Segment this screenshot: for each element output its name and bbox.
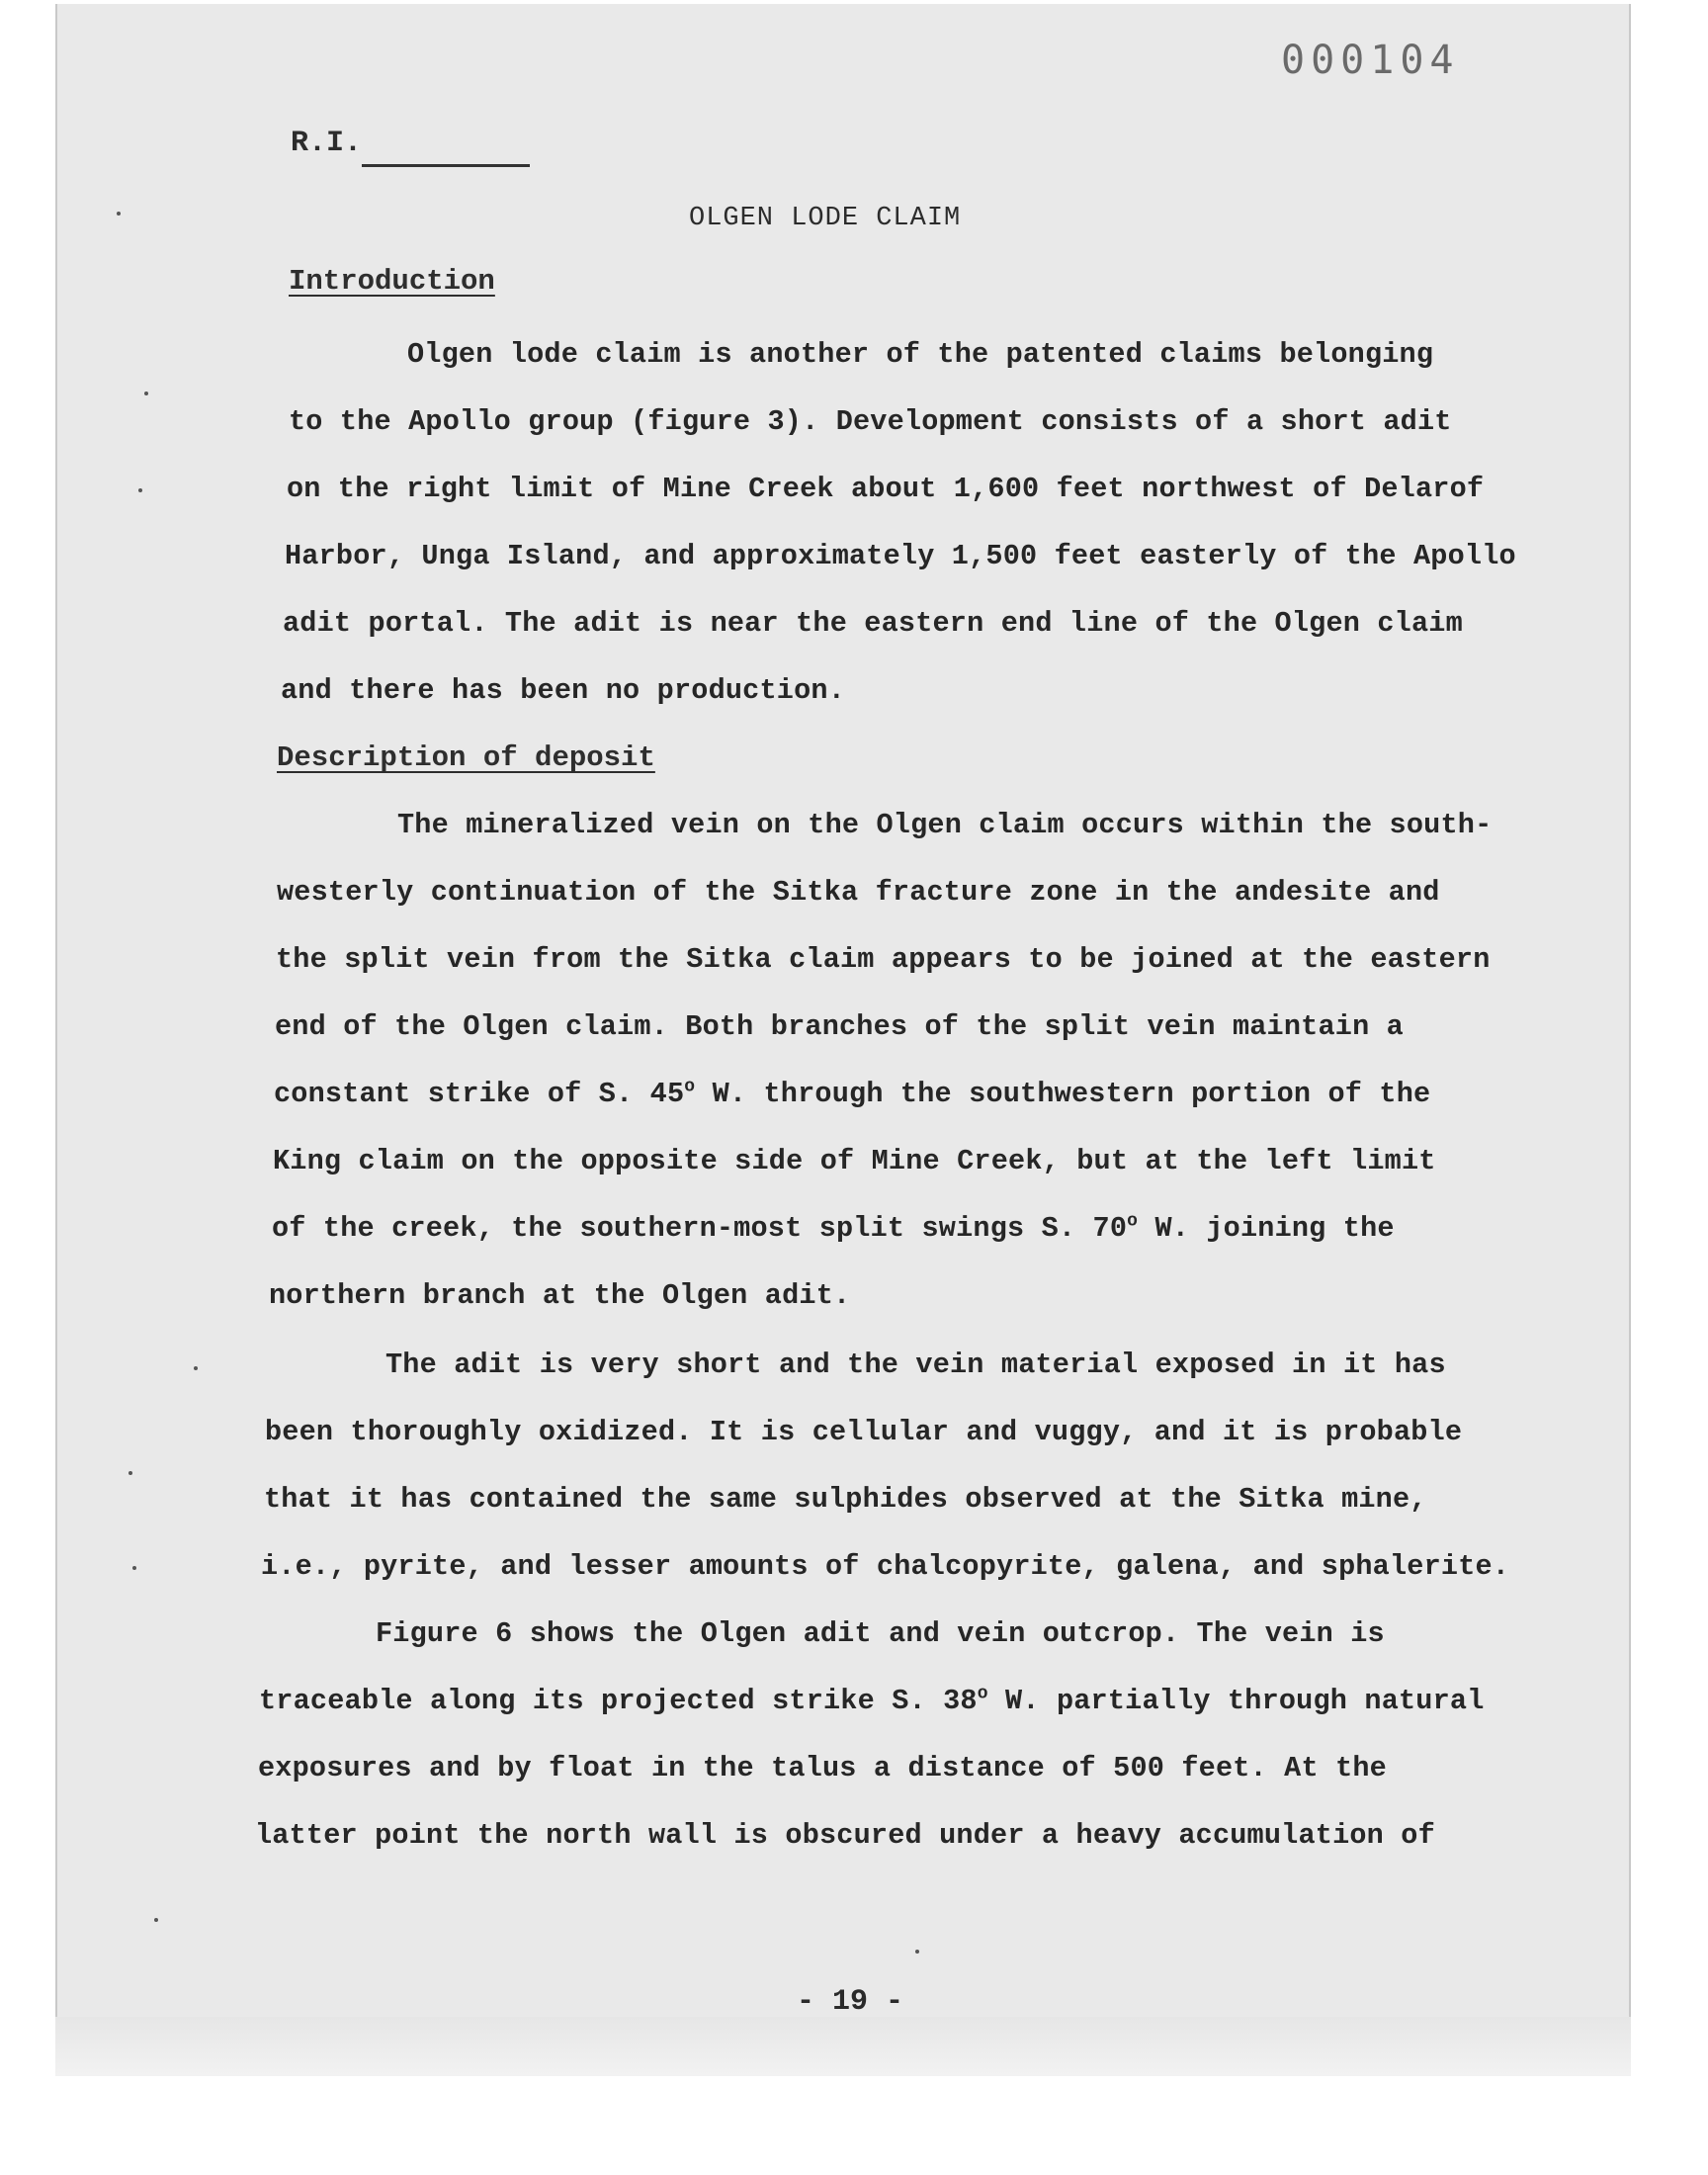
desc-line-14-tail: W. partially through natural bbox=[987, 1685, 1485, 1717]
desc-line-8: northern branch at the Olgen adit. bbox=[269, 1279, 851, 1312]
intro-line-5: adit portal. The adit is near the eastern end line of the Olgen claim bbox=[283, 607, 1463, 640]
desc-line-9: The adit is very short and the vein material exposed in it has bbox=[385, 1348, 1446, 1381]
description-heading: Description of deposit bbox=[277, 741, 655, 774]
desc-line-6: King claim on the opposite side of Mine Creek, but at the left limit bbox=[273, 1145, 1436, 1177]
desc-line-7 bbox=[272, 1212, 1395, 1245]
ri-label: R.I. bbox=[291, 127, 363, 160]
desc-line-10: been thoroughly oxidized. It is cellular and vuggy, and it is probable bbox=[265, 1416, 1463, 1448]
desc-line-2: westerly continuation of the Sitka fracture zone in the andesite and bbox=[277, 876, 1440, 909]
intro-line-1: Olgen lode claim is another of the patented claims belonging bbox=[407, 338, 1434, 371]
scan-speck bbox=[144, 392, 148, 395]
scan-speck bbox=[194, 1366, 198, 1370]
desc-line-7-tail: W. joining the bbox=[1138, 1212, 1395, 1245]
degree-symbol: o bbox=[977, 1684, 988, 1704]
intro-line-3: on the right limit of Mine Creek about 1,600 feet northwest of Delarof bbox=[287, 473, 1485, 505]
desc-line-7-text: of the creek, the southern-most split swings S. 70 bbox=[272, 1212, 1128, 1245]
degree-symbol: o bbox=[684, 1077, 696, 1097]
desc-line-16: latter point the north wall is obscured under a heavy accumulation of bbox=[255, 1819, 1435, 1852]
introduction-heading: Introduction bbox=[289, 265, 495, 298]
scan-speck bbox=[132, 1566, 136, 1570]
desc-line-12: i.e., pyrite, and lesser amounts of chalcopyrite, galena, and sphalerite. bbox=[261, 1550, 1510, 1583]
archive-stamp-number: 000104 bbox=[1281, 38, 1460, 83]
page-number: - 19 - bbox=[797, 1985, 904, 2019]
intro-line-6: and there has been no production. bbox=[281, 674, 845, 707]
scan-speck bbox=[154, 1918, 158, 1922]
desc-line-5 bbox=[274, 1078, 1430, 1110]
desc-line-5-tail: W. through the southwestern portion of the bbox=[695, 1078, 1431, 1110]
desc-line-11: that it has contained the same sulphides observed at the Sitka mine, bbox=[264, 1483, 1427, 1516]
desc-line-15: exposures and by float in the talus a distance of 500 feet. At the bbox=[258, 1752, 1387, 1784]
document-title: OLGEN LODE CLAIM bbox=[689, 204, 962, 233]
desc-line-14 bbox=[259, 1685, 1485, 1717]
desc-line-3: the split vein from the Sitka claim appears to be joined at the eastern bbox=[276, 943, 1491, 976]
scan-speck bbox=[915, 1950, 919, 1954]
scan-speck bbox=[117, 212, 121, 216]
page-bottom-edge bbox=[55, 2017, 1631, 2076]
degree-symbol: o bbox=[1127, 1211, 1139, 1232]
scan-speck bbox=[128, 1471, 132, 1475]
ri-blank-line bbox=[362, 164, 530, 167]
desc-line-13: Figure 6 shows the Olgen adit and vein outcrop. The vein is bbox=[376, 1617, 1385, 1650]
intro-line-2: to the Apollo group (figure 3). Development consists of a short adit bbox=[289, 405, 1452, 438]
scan-speck bbox=[138, 488, 142, 492]
desc-line-14-text: traceable along its projected strike S. 38 bbox=[259, 1685, 978, 1717]
desc-line-4: end of the Olgen claim. Both branches of the split vein maintain a bbox=[275, 1010, 1404, 1043]
intro-line-4: Harbor, Unga Island, and approximately 1,500 feet easterly of the Apollo bbox=[285, 540, 1516, 572]
desc-line-1: The mineralized vein on the Olgen claim occurs within the south- bbox=[397, 809, 1493, 841]
desc-line-5-text: constant strike of S. 45 bbox=[274, 1078, 685, 1110]
